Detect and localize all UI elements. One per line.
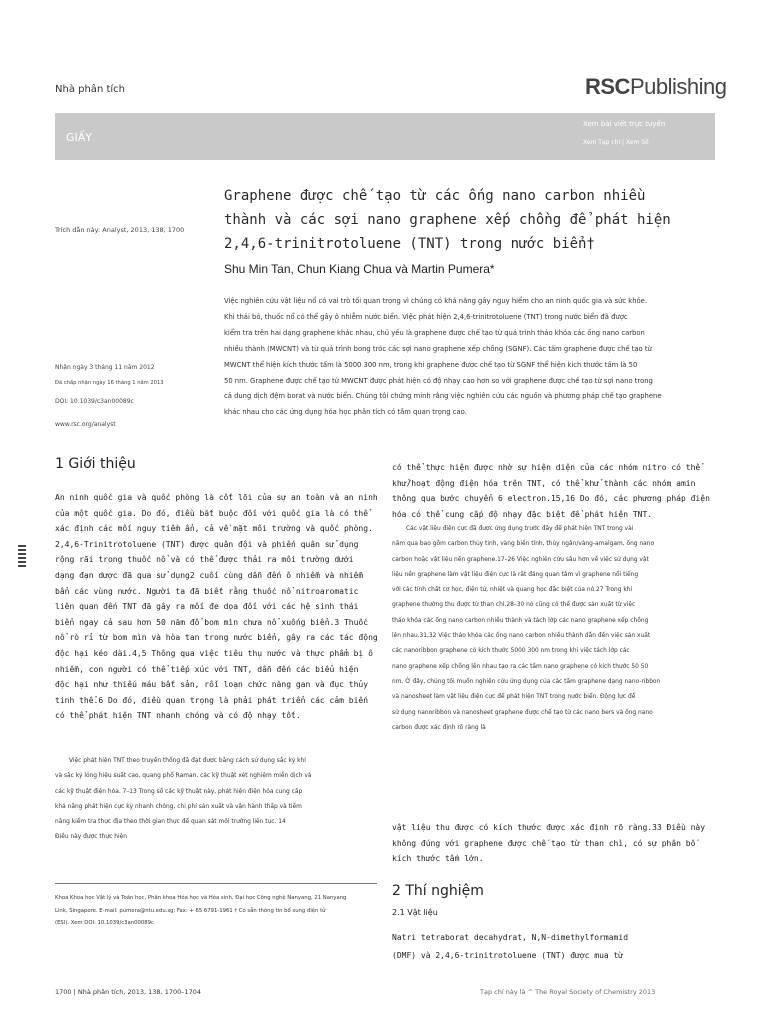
body-line: dạng đạn dược đã qua sử dụng2 cuối cùng dẫn đến ô nhiễm và nhiễm	[55, 570, 364, 580]
body-line: Natri tetraborat decahydrat, N,N-dimethylformamid	[392, 933, 629, 942]
section-heading-introduction: 1 Giới thiệu	[55, 456, 136, 472]
footnote-divider	[55, 883, 377, 884]
right-paragraph-1	[392, 460, 727, 522]
right-paragraph-2	[392, 522, 722, 736]
body-line: bẩn các vùng nước. Người ta đã biết rằng thuốc nổ nitroaromatic	[55, 586, 359, 596]
body-line: có thể thực hiện được nhờ sự hiện diện của các nhóm nitro có thể	[392, 463, 701, 472]
abstract	[224, 294, 714, 421]
body-line: xác định các mối nguy tiềm ẩn, cả về mặt môi trường và quốc phòng.	[55, 524, 373, 534]
intro-paragraph-2	[55, 754, 385, 846]
body-line: và sắc ký lỏng hiệu suất cao, quang phổ Raman, các kỹ thuật xét nghiệm miễn dịch và	[55, 773, 312, 780]
body-line: (DMF) và 2,4,6-trinitrotoluene (TNT) được mua từ	[392, 951, 624, 960]
body-line: độc hại như thiếu máu bất sản, rối loạn chức năng gan và đục thủy	[55, 680, 369, 690]
body-line: lên nhau.31,32 Việc tháo khóa các ống nano carbon nhiều thành dẫn đến việc sản xuất	[392, 633, 651, 640]
footnote-line: (ESI). Xem DOI: 10.1039/c3an00089c	[55, 920, 154, 926]
body-line: An ninh quốc gia và quốc phòng là cốt lõi của sự an toàn và an ninh	[55, 493, 378, 502]
body-line: của một quốc gia. Do đó, điều bắt buộc đối với quốc gia là có thể	[55, 508, 369, 518]
body-line: tháo khóa các ống nano carbon nhiều thành và tách lớp các nano graphene xếp chồng	[392, 617, 649, 624]
view-online-link[interactable]: Xem bài viết trực tuyến	[583, 120, 666, 128]
abstract-line: nhiều thành (MWCNT) và từ quá trình bong tróc các sợi nano graphene xếp chồng (SGNF). Các tấm graphene được chế tạo từ	[224, 344, 652, 353]
body-line: không đúng với graphene được chế tạo từ than chì, có sự phân bố	[392, 838, 696, 848]
body-line: Việc phát hiện TNT theo truyền thống đã đạt được bằng cách sử dụng sắc ký khí	[69, 758, 306, 764]
publisher-prefix: RSC	[585, 74, 630, 99]
abstract-line: 50 nm. Graphene được chế tạo từ MWCNT được phát hiện có độ nhạy cao hơn so với graphene được chế tạo từ sợi nano trong	[224, 376, 653, 385]
body-line: nổ rò rỉ từ bom mìn và hòa tan trong nước biển, gây ra các tác động	[55, 633, 378, 643]
journal-name: Nhà phân tích	[55, 84, 125, 95]
body-line: nm. Ở đây, chúng tôi muốn nghiên cứu ứng dụng của các tấm graphene dạng nano-ribbon	[392, 678, 661, 685]
citation: Trích dẫn này: Analyst, 2013, 138, 1700	[55, 226, 185, 234]
body-line: kích thước tấm lớn.	[392, 854, 484, 864]
authors: Shu Min Tan, Chun Kiang Chua và Martin Pumera*	[224, 262, 495, 276]
body-line: 2,4,6-Trinitrotoluene (TNT) được quân đội và phiến quân sử dụng	[55, 539, 359, 549]
abstract-line: cả dung dịch đệm borat và nước biển. Chúng tôi chứng minh rằng việc nghiên cứu các nguồn và phương pháp chế tạo graphene	[224, 392, 662, 401]
journal-issue-links[interactable]: Xem Tạp chí | Xem Số	[583, 139, 649, 146]
body-line: Điều này được thực hiện	[55, 834, 127, 841]
section-heading-experimental: 2 Thí nghiệm	[392, 883, 484, 899]
body-line: Các vật liệu điện cực đã được ứng dụng trước đây để phát hiện TNT trong vài	[406, 526, 634, 532]
body-line: nano graphene xếp chồng lên nhau tạo ra các tấm nano graphene có kích thước 50 50	[392, 663, 649, 670]
subsection-heading-materials: 2.1 Vật liệu	[392, 908, 438, 917]
body-line: độc hại kéo dài.4,5 Thông qua việc tiêu thụ nước và thực phẩm bị ô	[55, 648, 373, 658]
body-line: sử dụng nanoribbon và nanosheet graphene được chế tạo từ các nano bers và ống nano	[392, 709, 653, 716]
abstract-line: khác nhau cho các ứng dụng hóa học phân tích có tầm quan trọng cao.	[224, 408, 467, 417]
abstract-line: MWCNT thể hiện kích thước tấm là 5000 300 nm, trong khi graphene được chế tạo từ SGNF thể hiện kích thước tấm là 50	[224, 360, 638, 369]
body-line: graphene thường thu được từ than chì,28–30 nó cũng có thể được sản xuất từ việc	[392, 602, 636, 609]
doi[interactable]: DOI: 10.1039/c3an00089c	[55, 398, 134, 405]
body-line: khử/hoạt động điện hóa trên TNT, có thể khử thành các nhóm amin	[392, 478, 696, 488]
body-line: có thể phát hiện TNT nhanh chóng và có độ nhạy tốt.	[55, 711, 301, 721]
journal-url[interactable]: www.rsc.org/analyst	[55, 421, 116, 428]
right-paragraph-4	[392, 929, 727, 965]
intro-paragraph-1	[55, 490, 390, 724]
body-line: với các tính chất cơ học, điện tử, nhiệt và quang học đặc biệt của nó.27 Trong khi	[392, 587, 633, 594]
body-line: tinh thể.6 Do đó, điều quan trọng là phải phát triển các cảm biến	[55, 695, 369, 705]
title-line: thành và các sợi nano graphene xếp chồng để phát hiện	[224, 212, 671, 228]
page-footer-citation: 1700 | Nhà phân tích, 2013, 138, 1700–1704	[55, 988, 202, 996]
body-line: khả năng phát hiện cực kỳ nhanh chóng, chi phí sản xuất và vận hành thấp và tiềm	[55, 803, 302, 810]
margin-marks	[18, 545, 26, 585]
footnote-line: Link, Singapore. E-mail: pumera@ntu.edu.sg; Fax: + 65 6791-1961 † Có sẵn thông tin bổ sung điện tử	[55, 907, 326, 914]
abstract-line: kiểm tra trên hai dạng graphene khác nhau, chủ yếu là graphene được chế tạo từ quá trình tháo khóa các ống nano carbon	[224, 328, 645, 337]
article-title	[224, 184, 704, 256]
body-line: carbon hoặc vật liệu nền graphene.17–26 Việc nghiên cứu sâu hơn về việc sử dụng vật	[392, 556, 649, 563]
abstract-line: Việc nghiên cứu vật liệu nổ có vai trò tối quan trọng vì chúng có khả năng gây nguy hiểm cho an ninh quốc gia và sức khỏe.	[224, 297, 648, 305]
article-type-label: GIẤY	[66, 131, 93, 144]
received-date: Nhận ngày 3 tháng 11 năm 2012	[55, 364, 155, 371]
page-footer-copyright: Tạp chí này là ^ The Royal Society of Chemistry 2013	[480, 988, 656, 996]
publisher-suffix: Publishing	[629, 74, 727, 99]
body-line: liên quan đến TNT đã gây ra mối đe dọa đối với các hệ sinh thái	[55, 602, 359, 612]
body-line: hóa có thể cung cấp độ nhạy đặc biệt để phát hiện TNT.	[392, 509, 653, 519]
body-line: các kỹ thuật điện hóa. 7–13 Trong số các kỹ thuật này, phát hiện điện hóa cung cấp	[55, 788, 303, 795]
footnote-line: Khoa Khoa học Vật lý và Toán học, Phân khoa Hóa học và Hóa sinh, Đại học Công nghệ Nanyang, 21 Nanyang	[55, 895, 347, 901]
abstract-line: Khi thải bỏ, thuốc nổ có thể gây ô nhiễm nước biển. Việc phát hiện 2,4,6-trinitrotoluene (TNT) trong nước biển đã được	[224, 312, 628, 321]
body-line: rộng rãi trong thuốc nổ và có thể được thải ra môi trường dưới	[55, 555, 354, 565]
title-line: Graphene được chế tạo từ các ống nano carbon nhiều	[224, 188, 646, 204]
body-line: biển ngay cả sau hơn 50 năm đổ bom mìn chưa nổ xuống biển.3 Thuốc	[55, 617, 369, 627]
right-paragraph-3	[392, 820, 727, 867]
body-line: carbon được xác định rõ ràng là	[392, 724, 486, 731]
body-line: liệu nền graphene làm vật liệu điện cực là rất đáng quan tâm vì graphene nổi tiếng	[392, 571, 639, 578]
body-line: năng kiểm tra thực địa theo thời gian thực để quan sát môi trường liên tục. 14	[55, 819, 286, 826]
title-line: 2,4,6-trinitrotoluene (TNT) trong nước biển†	[224, 236, 595, 252]
body-line: năm qua bao gồm carbon thủy tinh, vàng biến tính, thủy ngân/vàng-amalgam, ống nano	[392, 541, 655, 548]
affiliation-footnote	[55, 892, 380, 930]
body-line: vật liệu thu được có kích thước được xác định rõ ràng.33 Điều này	[392, 823, 706, 832]
publisher-logo	[585, 74, 726, 100]
body-line: các nanoribbon graphene có kích thước 5000 300 nm trong khi việc tách lớp các	[392, 648, 630, 655]
body-line: và nanosheet làm vật liệu điện cực để phát hiện TNT trong nước biển. Động lực để	[392, 694, 636, 701]
body-line: thông qua bước chuyển 6 electron.15,16 Do đó, các phương pháp điện	[392, 494, 710, 504]
accepted-date: Đã chấp nhận ngày 16 tháng 1 năm 2013	[55, 380, 164, 386]
body-line: nhiễm, con người có thể tiếp xúc với TNT, dẫn đến các biểu hiện	[55, 664, 359, 674]
